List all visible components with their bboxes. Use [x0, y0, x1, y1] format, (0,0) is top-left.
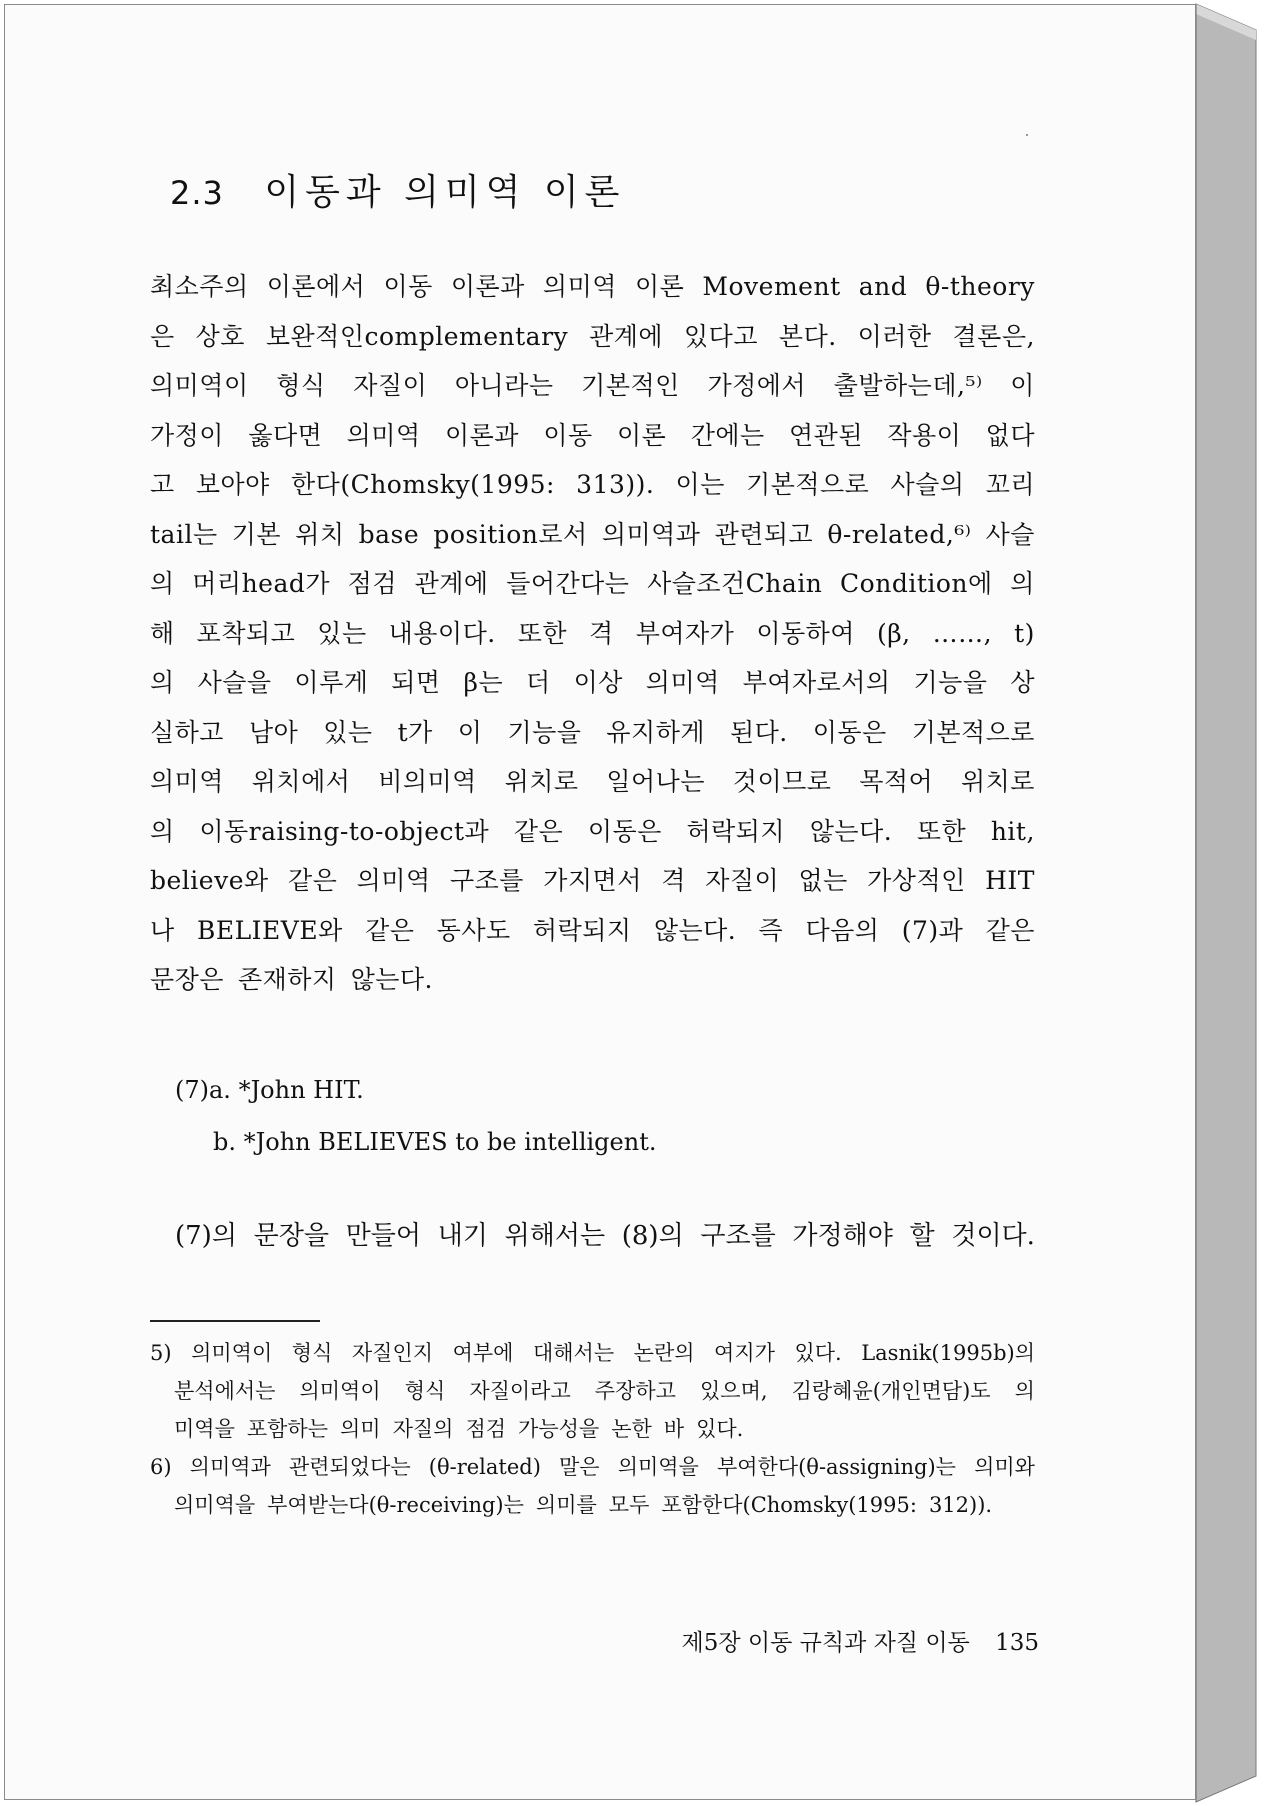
example-7a: (7)a. *John HIT.	[175, 1076, 364, 1104]
footnote-word: 의미역이	[191, 1341, 273, 1365]
body-word: 의미역	[356, 866, 431, 895]
body-word: 같은	[365, 915, 415, 945]
body-word: 가정에서	[707, 371, 807, 400]
footnote-word: 대해서는	[532, 1341, 615, 1365]
body-word: 다음의	[805, 915, 880, 945]
body-word: β는	[463, 668, 504, 697]
body-word: 가지면서	[543, 866, 642, 895]
body-word: 더	[526, 668, 551, 697]
body-word: 사슬을	[197, 668, 272, 697]
body-word: 출발하는데,⁵⁾	[833, 371, 983, 400]
footnote-word: 자질이라고	[469, 1379, 571, 1403]
body-word: 부여자로서의	[742, 668, 891, 697]
footnote-line	[150, 1486, 1035, 1524]
body-word: 허락되지	[532, 915, 632, 945]
body-word: 가정이	[150, 420, 224, 450]
footnote-word: 여부에	[452, 1341, 514, 1365]
footnote-word: Lasnik(1995b)의	[861, 1341, 1035, 1365]
footnotes	[150, 1334, 1035, 1524]
footnote-word: 포함하는	[246, 1417, 329, 1441]
body-word: 같은	[513, 816, 564, 846]
footnote-word: 관련되었다는	[288, 1455, 411, 1479]
body-line	[150, 312, 1035, 362]
body-word: 해	[150, 618, 175, 648]
body-line	[150, 708, 1035, 758]
body-word: 된다.	[730, 717, 788, 747]
body-word: 머리head가	[192, 569, 331, 598]
body-word: t)	[1014, 618, 1035, 648]
body-word: BELIEVE와	[196, 915, 343, 945]
running-footer	[682, 1624, 1040, 1657]
body-word: θ-related,⁶⁾	[827, 519, 972, 549]
body-word: 의미역	[542, 272, 617, 301]
body-word: and	[858, 272, 908, 301]
body-word: 것이므로	[732, 767, 832, 796]
body-word: 존재하지	[237, 965, 337, 994]
body-word: 이동은	[587, 816, 662, 846]
body-word: t가	[397, 717, 433, 747]
body-word: 은	[150, 321, 175, 351]
footnote-word: 형식	[404, 1379, 446, 1403]
body-word: 의미역이	[150, 371, 249, 400]
footnote-word: (θ-related)	[428, 1455, 541, 1479]
body-word: 꼬리	[985, 470, 1035, 499]
body-word: 형식	[276, 371, 326, 400]
footnote-word: 있다.	[696, 1417, 744, 1441]
body-word: 아니라는	[454, 371, 554, 400]
body-line	[150, 361, 1035, 411]
body-word: 없는	[798, 866, 848, 895]
body-word: 가상적인	[867, 866, 966, 895]
body-line	[150, 955, 1035, 1005]
section-number: 2.3	[170, 174, 224, 212]
body-word: 313)).	[576, 470, 655, 499]
body-line	[150, 559, 1035, 609]
footnote-word: 의미	[340, 1417, 381, 1441]
footnote-word: 포함한다(Chomsky(1995:	[661, 1493, 917, 1517]
body-line	[150, 510, 1035, 560]
body-word: tail는	[150, 519, 218, 549]
body-word: 자질이	[705, 866, 780, 895]
body-word: 이루게	[294, 668, 369, 697]
body-word: 나	[150, 915, 175, 945]
follow-up-word: 구조를	[700, 1221, 776, 1251]
footnote-word: 주장하고	[594, 1379, 676, 1403]
body-word: 목적어	[859, 767, 934, 796]
body-line	[150, 757, 1035, 807]
follow-up-word: (8)의	[621, 1221, 684, 1251]
footnote-word: 점검	[465, 1417, 507, 1441]
section-heading	[170, 164, 625, 215]
body-word: 기본적으로	[911, 717, 1035, 747]
page-speck	[1026, 134, 1028, 136]
body-word: 즉	[758, 915, 784, 945]
follow-up-sentence	[175, 1212, 1035, 1260]
body-word: 일어나는	[606, 767, 705, 796]
footnote-word: 가능성을	[518, 1417, 600, 1441]
footnote-word: 김랑혜윤(개인면담)도	[791, 1379, 991, 1403]
body-word: 이러한	[857, 321, 932, 351]
footnote-word: 의미를	[535, 1493, 597, 1517]
body-word: 없다	[985, 420, 1035, 450]
body-word: 실하고	[150, 717, 224, 747]
body-word: 남아	[248, 717, 299, 747]
body-word: 있는	[317, 618, 367, 648]
body-word: 위치에서	[251, 767, 351, 796]
body-word: (β,	[876, 618, 911, 648]
body-word: HIT	[985, 866, 1035, 895]
body-word: 기능을	[913, 668, 988, 697]
footnote-word: 모두	[608, 1493, 650, 1517]
footnote-word: 부여한다(θ-assigning)는	[716, 1455, 956, 1479]
body-word: 이동raising-to-object과	[199, 816, 490, 846]
body-line	[150, 807, 1035, 857]
body-word: 상호	[195, 321, 245, 351]
footnote-word: 의	[1014, 1379, 1035, 1403]
body-word: 한다(Chomsky(1995:	[291, 470, 555, 499]
body-word: ……,	[932, 618, 993, 648]
body-word: 이론과	[444, 420, 519, 450]
body-word: 결론은,	[952, 321, 1035, 351]
body-word: 최소주의	[150, 272, 249, 301]
body-word: 기본	[231, 519, 282, 549]
body-word: 자질이	[353, 371, 428, 400]
body-word: θ-theory	[925, 272, 1035, 301]
body-word: Condition에	[840, 569, 993, 598]
example-sentences	[175, 1064, 656, 1168]
body-word: 격	[661, 866, 686, 895]
page-number: 135	[995, 1630, 1039, 1656]
body-word: 의미역	[346, 420, 421, 450]
footnote-word: 의미역을	[617, 1455, 699, 1479]
body-word: 기본적인	[581, 371, 680, 400]
footnote-line	[150, 1372, 1035, 1410]
body-word: (7)과	[901, 915, 964, 945]
body-word: 또한	[517, 618, 568, 648]
body-word: 같은	[985, 915, 1035, 945]
body-word: 본다.	[778, 321, 837, 351]
body-word: 또한	[916, 816, 967, 846]
body-word: believe와	[150, 866, 269, 895]
body-word: 이는	[675, 470, 725, 499]
body-word: 의	[150, 816, 175, 846]
body-word: 의미역	[645, 668, 720, 697]
footnote-word: 5)	[150, 1341, 172, 1365]
body-line	[150, 906, 1035, 956]
footnote-word: 바	[663, 1417, 685, 1441]
footnote-word: 6)	[150, 1455, 172, 1479]
body-line	[150, 856, 1035, 906]
body-word: 이동	[383, 272, 433, 301]
footnote-word: 여지가	[714, 1341, 775, 1365]
footnote-word: 자질의	[392, 1417, 454, 1441]
body-word: 않는다.	[350, 965, 433, 994]
body-word: 이상	[573, 668, 623, 697]
footnote-word: 자질인지	[351, 1341, 434, 1365]
footnote-line	[150, 1448, 1035, 1486]
body-line	[150, 262, 1035, 312]
body-word: 허락되지	[686, 816, 786, 846]
footnote-line	[150, 1334, 1035, 1372]
footnote-word: 미역을	[174, 1417, 235, 1441]
body-paragraph	[150, 262, 1035, 1005]
body-word: 되면	[391, 668, 441, 697]
follow-up-word: (7)의	[175, 1221, 237, 1251]
body-word: 작용이	[887, 420, 962, 450]
body-word: 관련되고	[714, 519, 814, 549]
follow-up-word: 할	[909, 1221, 935, 1251]
body-word: 격	[589, 618, 614, 648]
body-word: 의미역	[150, 767, 224, 796]
follow-up-word: 위해서는	[504, 1221, 606, 1251]
body-word: 들어간다는	[506, 569, 630, 598]
footnote-word: 의미역을	[174, 1493, 256, 1517]
body-word: 부여자가	[635, 618, 735, 648]
follow-up-word: 가정해야	[792, 1221, 893, 1251]
follow-up-word: 만들어	[345, 1221, 422, 1251]
body-word: 연관된	[789, 420, 863, 450]
body-word: 구조를	[449, 866, 524, 895]
body-word: 관계에	[414, 569, 489, 598]
footnote-word: 형식	[291, 1341, 333, 1365]
body-word: 같은	[288, 866, 338, 895]
follow-up-word: 내기	[437, 1221, 488, 1251]
footnote-word: 의미역이	[299, 1379, 381, 1403]
body-word: hit,	[990, 816, 1035, 846]
body-line	[150, 658, 1035, 708]
body-word: 의미역과	[601, 519, 701, 549]
body-word: 간에는	[690, 420, 765, 450]
footnote-word: 논란의	[633, 1341, 695, 1365]
body-word: 이	[1010, 371, 1035, 400]
footnote-word: 분석에서는	[174, 1379, 276, 1403]
body-word: 사슬의	[890, 470, 965, 499]
body-word: 상	[1010, 668, 1035, 697]
footnote-word: 논한	[611, 1417, 652, 1441]
body-word: 의	[150, 668, 175, 697]
body-word: 있다고	[684, 321, 758, 351]
body-word: 보완적인complementary	[265, 321, 569, 351]
body-word: base	[358, 519, 420, 549]
footnote-divider	[150, 1320, 320, 1322]
body-line	[150, 609, 1035, 659]
body-word: 문장은	[150, 965, 224, 994]
follow-up-word: 것이다.	[951, 1221, 1035, 1251]
footnote-word: 312)).	[928, 1493, 993, 1517]
body-word: 유지하게	[606, 717, 705, 747]
example-7b: b. *John BELIEVES to be intelligent.	[213, 1128, 657, 1156]
body-word: 의	[1010, 569, 1035, 598]
body-word: 이론	[617, 420, 667, 450]
body-word: 이론에서	[266, 272, 366, 301]
body-line	[150, 411, 1035, 461]
footnote-word: 말은	[559, 1455, 600, 1479]
body-word: 이론과	[450, 272, 525, 301]
footnote-line	[150, 1410, 1035, 1448]
body-word: 고	[150, 470, 175, 499]
body-word: 기본적으로	[746, 470, 870, 499]
body-word: 내용이다.	[388, 618, 496, 648]
body-word: 사슬	[985, 519, 1035, 549]
body-word: 이동하여	[756, 618, 855, 648]
body-word: 이론	[634, 272, 685, 301]
body-line	[150, 460, 1035, 510]
body-word: 위치로	[504, 767, 579, 796]
body-word: 않는다.	[653, 915, 737, 945]
body-word: 위치로	[960, 767, 1035, 796]
chapter-title: 제5장 이동 규칙과 자질 이동	[681, 1630, 970, 1656]
footnote-word: 부여받는다(θ-receiving)는	[267, 1493, 524, 1517]
body-word: 관계에	[589, 321, 664, 351]
body-word: 동사도	[436, 915, 511, 945]
body-word: 이	[457, 717, 483, 747]
body-word: 비의미역	[378, 767, 477, 796]
body-word: 기능을	[507, 717, 582, 747]
body-word: 옳다면	[248, 420, 323, 450]
body-word: 않는다.	[809, 816, 893, 846]
footnote-word: 있으며,	[700, 1379, 768, 1403]
body-word: position로서	[433, 519, 588, 549]
body-word: 있는	[323, 717, 373, 747]
footnote-word: 의미와	[974, 1455, 1035, 1479]
follow-up-word: 문장을	[253, 1221, 329, 1251]
body-word: 보아야	[195, 470, 270, 499]
footnote-word: 있다.	[794, 1341, 842, 1365]
body-word: 점검	[347, 569, 397, 598]
body-word: Movement	[702, 272, 841, 301]
body-word: 의	[150, 569, 175, 598]
body-word: 위치	[295, 519, 345, 549]
body-word: 포착되고	[196, 618, 296, 648]
body-word: 이동	[543, 420, 593, 450]
footnote-word: 의미역과	[189, 1455, 271, 1479]
body-word: 사슬조건Chain	[647, 569, 823, 598]
body-word: 이동은	[812, 717, 887, 747]
section-title: 이동과 의미역 이론	[264, 172, 626, 213]
